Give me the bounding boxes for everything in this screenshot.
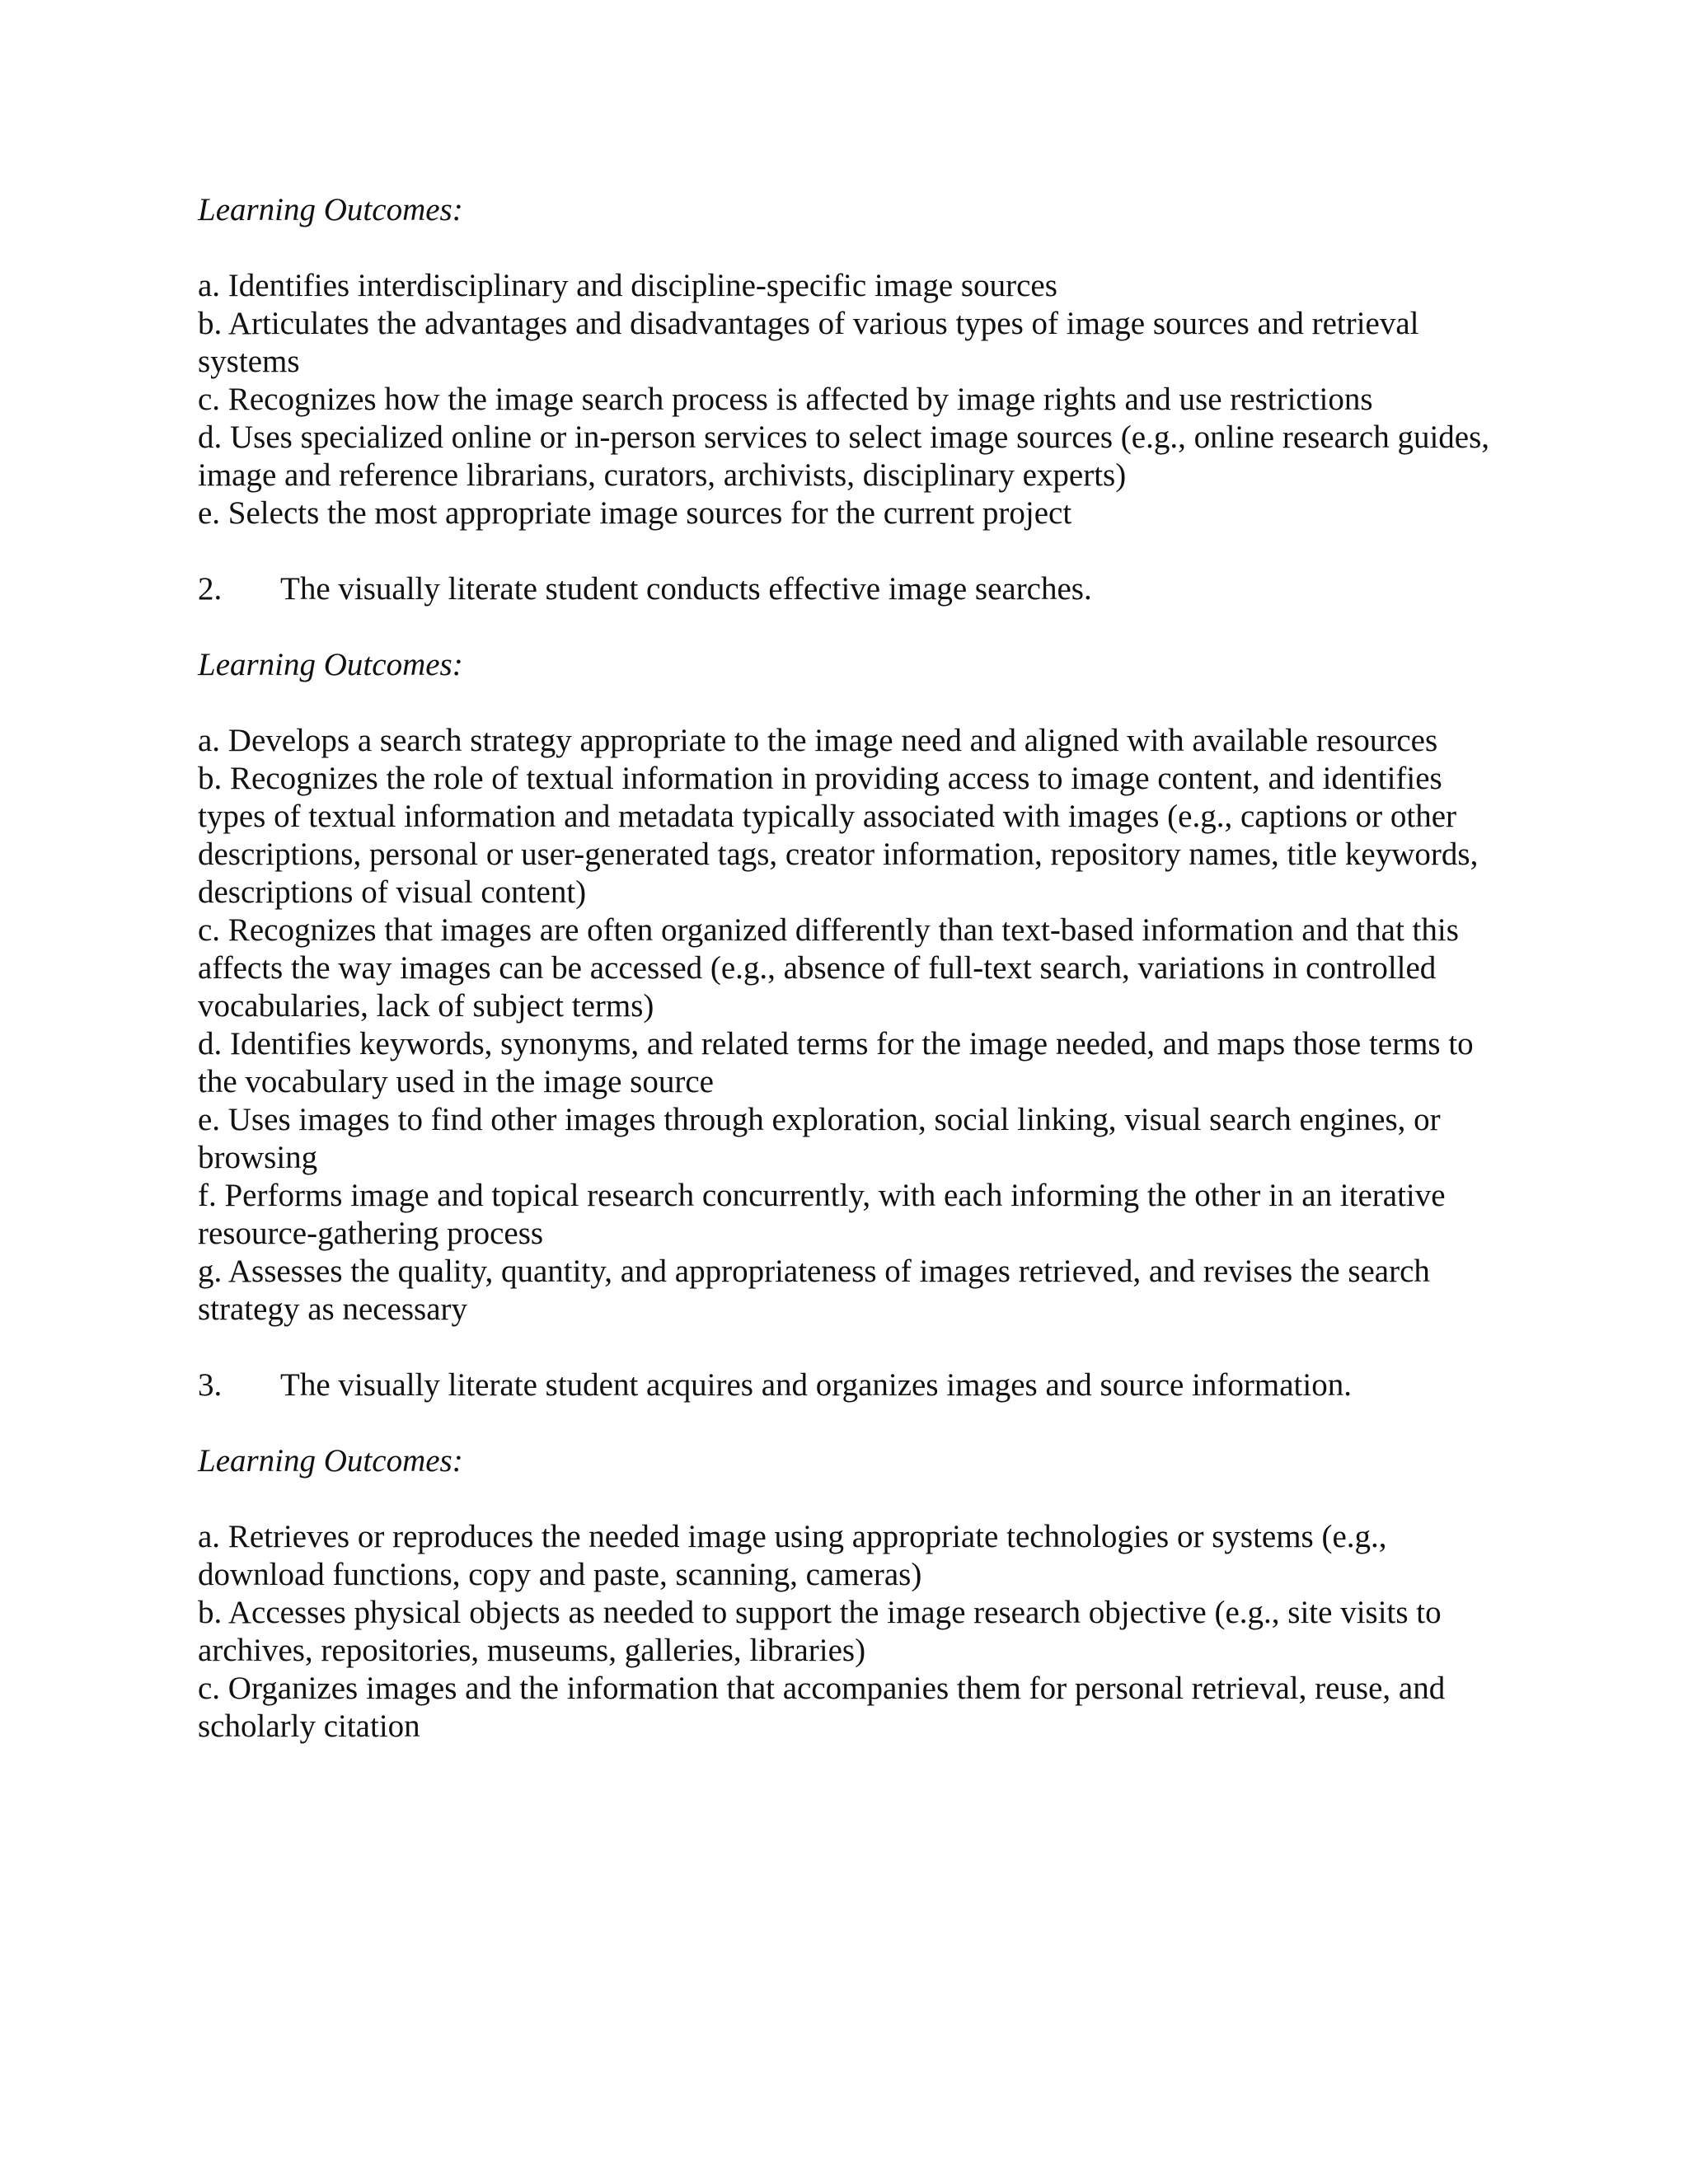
outcome-item: b. Recognizes the role of textual information in providing access to image content, and identifies types of textual information and metadata typically associated with images (e.g., captions or other descriptions, personal or user-generated tags, creator information, repository names, title keywords, descriptions of visual content) [198,761,1487,910]
outcome-item: a. Identifies interdisciplinary and discipline-specific image sources [198,268,1057,303]
spacer [198,229,1517,267]
standard-statement [198,570,1517,608]
outcome-item: b. Accesses physical objects as needed to support the image research objective (e.g., site visits to archives, repositories, museums, galleries, libraries) [198,1595,1450,1668]
spacer [198,608,1517,646]
standard-statement [198,1366,1517,1404]
document-page [198,191,1517,1746]
outcome-item: c. Recognizes how the image search process is affected by image rights and use restrictions [198,382,1373,417]
outcome-item: d. Uses specialized online or in-person services to select image sources (e.g., online research guides, image and reference librarians, curators, archivists, disciplinary experts) [198,419,1498,493]
standard-number: 3. [198,1367,223,1403]
outcome-item: b. Articulates the advantages and disadvantages of various types of image sources and retrieval systems [198,306,1428,379]
outcome-item: a. Retrieves or reproduces the needed image using appropriate technologies or systems (e.g., download functions, copy and paste, scanning, cameras) [198,1519,1395,1592]
spacer [198,684,1517,722]
outcome-item: e. Uses images to find other images through exploration, social linking, visual search engines, or browsing [198,1102,1449,1175]
outcome-item: d. Identifies keywords, synonyms, and related terms for the image needed, and maps those terms to the vocabulary used in the image source [198,1026,1482,1099]
spacer [198,1329,1517,1366]
outcome-item: f. Performs image and topical research concurrently, with each informing the other in an iterative resource-gathering process [198,1178,1454,1251]
standard-text: The visually literate student acquires and organizes images and source information. [280,1367,1352,1403]
outcome-item: e. Selects the most appropriate image sources for the current project [198,495,1072,531]
spacer [198,532,1517,570]
standard-text: The visually literate student conducts effective image searches. [280,571,1092,607]
spacer [198,1404,1517,1442]
learning-outcomes-heading: Learning Outcomes: [198,1443,463,1479]
learning-outcomes-heading: Learning Outcomes: [198,192,463,227]
outcome-item: c. Recognizes that images are often organized differently than text-based information and that this affects the way images can be accessed (e.g., absence of full-text search, variations in controlled vocabularies, lack of subject terms) [198,912,1467,1024]
spacer [198,1480,1517,1518]
outcome-item: g. Assesses the quality, quantity, and appropriateness of images retrieved, and revises the search strategy as necessary [198,1254,1438,1327]
outcome-item: a. Develops a search strategy appropriate to the image need and aligned with available resources [198,723,1438,758]
learning-outcomes-heading: Learning Outcomes: [198,647,463,682]
standard-number: 2. [198,571,223,607]
outcome-item: c. Organizes images and the information that accompanies them for personal retrieval, reuse, and scholarly citation [198,1671,1453,1744]
